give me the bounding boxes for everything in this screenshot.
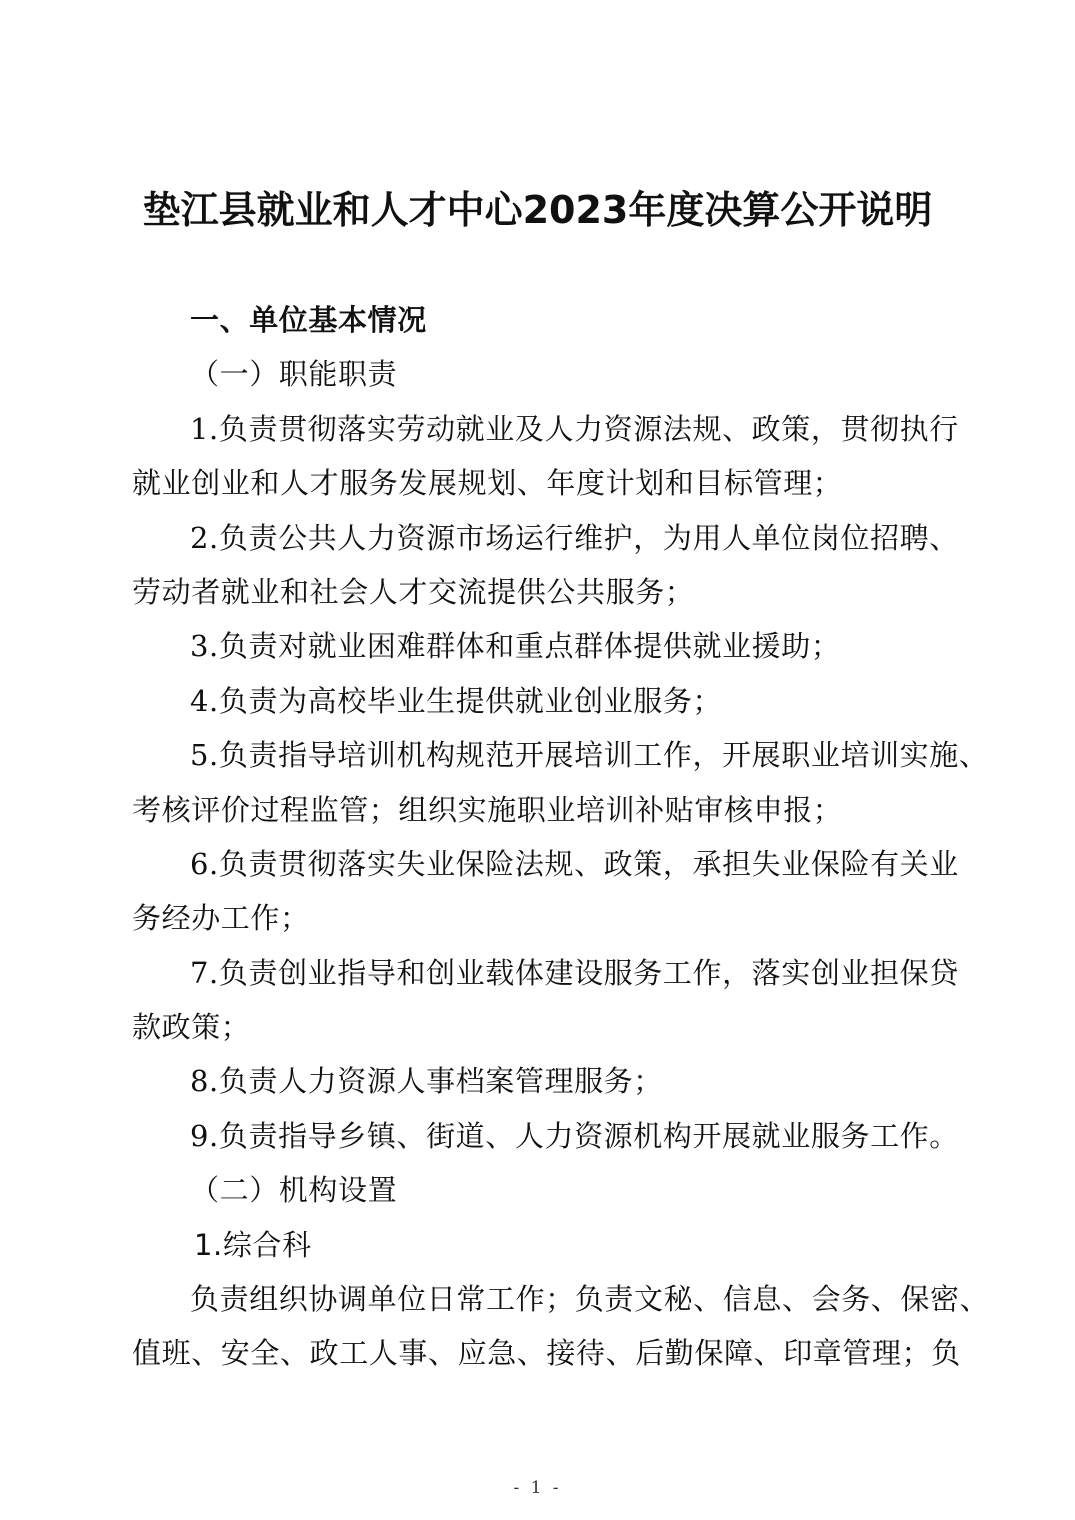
paragraph-line: 8.负责人力资源人事档案管理服务； <box>190 1064 663 1099</box>
paragraph-line: 6.负责贯彻落实失业保险法规、政策，承担失业保险有关业 <box>190 846 959 881</box>
paragraph-line: 劳动者就业和社会人才交流提供公共服务； <box>132 574 695 609</box>
page-number: - 1 - <box>513 1478 562 1498</box>
document-title: 垫江县就业和人才中心2023年度决算公开说明 <box>142 188 933 232</box>
paragraph-line: 7.负责创业指导和创业载体建设服务工作，落实创业担保贷 <box>190 955 959 990</box>
paragraph-line: 款政策； <box>132 1010 251 1045</box>
paragraph-line: 务经办工作； <box>132 901 310 936</box>
paragraph-line: 3.负责对就业困难群体和重点群体提供就业援助； <box>190 629 841 664</box>
subsection-heading-organization: （二）机构设置 <box>190 1173 398 1208</box>
paragraph-line: 5.负责指导培训机构规范开展培训工作，开展职业培训实施、 <box>190 738 989 773</box>
paragraph-line: 1.负责贯彻落实劳动就业及人力资源法规、政策，贯彻执行 <box>190 411 959 446</box>
subsection-item-general-office: 1.综合科 <box>194 1227 312 1262</box>
paragraph-line: 4.负责为高校毕业生提供就业创业服务； <box>190 683 723 718</box>
document-body <box>132 293 990 1381</box>
subsection-heading-duties: （一）职能职责 <box>190 357 398 392</box>
paragraph-line: 9.负责指导乡镇、街道、人力资源机构开展就业服务工作。 <box>190 1118 959 1153</box>
paragraph-line: 2.负责公共人力资源市场运行维护，为用人单位岗位招聘、 <box>190 520 959 555</box>
section-heading-basic-info: 一、单位基本情况 <box>190 303 427 337</box>
paragraph-line: 就业创业和人才服务发展规划、年度计划和目标管理； <box>132 466 843 501</box>
paragraph-line: 值班、安全、政工人事、应急、接待、后勤保障、印章管理；负 <box>132 1336 961 1371</box>
paragraph-line: 考核评价过程监管；组织实施职业培训补贴审核申报； <box>132 792 843 827</box>
paragraph-line: 负责组织协调单位日常工作；负责文秘、信息、会务、保密、 <box>190 1282 990 1317</box>
